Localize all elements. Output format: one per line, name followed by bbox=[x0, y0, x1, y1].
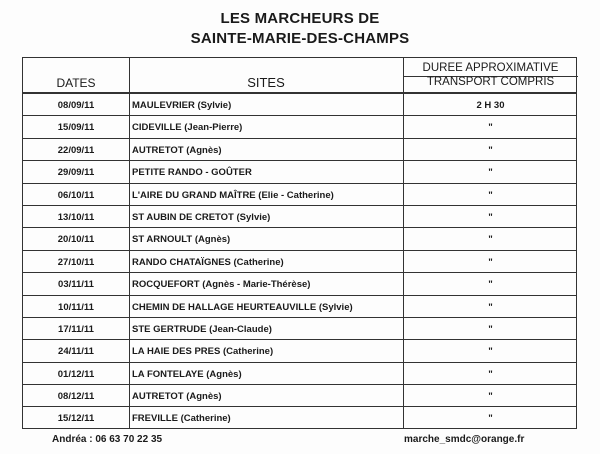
row-date: 29/09/11 bbox=[57, 167, 95, 179]
row-date: 27/10/11 bbox=[57, 256, 95, 268]
row-duration: " bbox=[488, 368, 493, 380]
row-site bbox=[132, 100, 400, 111]
table-row bbox=[23, 363, 576, 385]
table-row bbox=[23, 385, 576, 407]
schedule-table bbox=[22, 57, 577, 429]
row-site-name: ST ARNOULT bbox=[132, 234, 193, 246]
row-date: 24/11/11 bbox=[58, 346, 94, 358]
row-date: 15/12/11 bbox=[57, 413, 95, 425]
row-duration: " bbox=[488, 323, 493, 335]
row-duration: " bbox=[488, 413, 493, 425]
row-site bbox=[132, 413, 400, 424]
table-row bbox=[23, 116, 576, 138]
row-site-name: LA HAIE DES PRES bbox=[132, 346, 221, 358]
row-site-guide: (Agnès) bbox=[194, 234, 231, 246]
row-site-name: ROCQUEFORT bbox=[132, 279, 200, 291]
row-site-guide: (Sylvie) bbox=[197, 100, 232, 111]
row-site-name: MAULEVRIER bbox=[132, 100, 195, 111]
row-site-name: RANDO CHATAÏGNES bbox=[132, 256, 231, 268]
header-sites: SITES bbox=[247, 75, 285, 90]
row-site bbox=[132, 257, 400, 268]
row-site bbox=[132, 302, 400, 313]
header-dates: DATES bbox=[56, 76, 96, 90]
row-site-name: L'AIRE DU GRAND MAÎTRE bbox=[132, 189, 256, 201]
row-duration: " bbox=[488, 167, 493, 179]
row-duration: " bbox=[488, 189, 493, 201]
row-site-guide: (Sylvie) bbox=[236, 211, 271, 223]
table-body bbox=[23, 94, 576, 430]
table-row bbox=[23, 161, 576, 183]
row-duration: " bbox=[488, 256, 493, 268]
row-site bbox=[132, 369, 400, 380]
header-duration-line1: DUREE APPROXIMATIVE bbox=[422, 62, 559, 74]
row-date: 08/12/11 bbox=[57, 391, 95, 403]
table-row bbox=[23, 228, 576, 250]
row-duration: " bbox=[488, 346, 493, 358]
table-row bbox=[23, 296, 576, 318]
row-site-guide: (Jean-Claude) bbox=[209, 323, 272, 335]
row-duration: " bbox=[488, 301, 493, 313]
row-site-guide: (Jean-Pierre) bbox=[184, 122, 243, 134]
contact-email: marche_smdc@orange.fr bbox=[404, 434, 525, 445]
row-site bbox=[132, 391, 400, 402]
table-row bbox=[23, 407, 576, 429]
row-site bbox=[132, 145, 400, 156]
row-duration: " bbox=[488, 211, 493, 223]
row-date: 10/11/11 bbox=[58, 301, 94, 313]
row-site-name: CHEMIN DE HALLAGE HEURTEAUVILLE bbox=[132, 301, 317, 313]
row-site-guide: (Sylvie) bbox=[318, 301, 353, 313]
row-site-guide: (Agnès) bbox=[186, 391, 222, 403]
table-row bbox=[23, 273, 576, 295]
row-date: 13/10/11 bbox=[57, 211, 95, 223]
table-row bbox=[23, 94, 576, 116]
row-date: 06/10/11 bbox=[57, 189, 95, 201]
row-site-guide: (Catherine) bbox=[233, 256, 284, 268]
table-row bbox=[23, 139, 576, 161]
table-row bbox=[23, 184, 576, 206]
table-row bbox=[23, 340, 576, 362]
row-site-name: ST AUBIN DE CRETOT bbox=[132, 211, 234, 223]
page-title-line2: SAINTE-MARIE-DES-CHAMPS bbox=[190, 30, 410, 47]
row-date: 15/09/11 bbox=[57, 122, 95, 134]
row-site bbox=[132, 279, 400, 290]
row-site-guide: (Elie - Catherine) bbox=[258, 189, 334, 201]
row-site-guide: (Catherine) bbox=[222, 346, 274, 358]
row-site-guide: (Agnès) bbox=[206, 368, 242, 380]
row-site-name: LA FONTELAYE bbox=[132, 368, 204, 380]
row-site bbox=[132, 234, 400, 245]
row-date: 08/09/11 bbox=[57, 100, 95, 111]
row-site-name: STE GERTRUDE bbox=[132, 323, 207, 335]
table-row bbox=[23, 206, 576, 228]
table-row bbox=[23, 251, 576, 273]
row-site-name: CIDEVILLE bbox=[132, 122, 182, 134]
row-site bbox=[132, 122, 400, 133]
table-header bbox=[23, 58, 576, 94]
row-duration: 2 H 30 bbox=[476, 100, 505, 111]
row-duration: " bbox=[488, 234, 493, 246]
row-site-guide: (Agnès) bbox=[186, 144, 222, 156]
row-date: 20/10/11 bbox=[57, 234, 95, 246]
row-duration: " bbox=[488, 122, 493, 134]
row-site bbox=[132, 346, 400, 357]
row-site-name: FREVILLE bbox=[132, 413, 178, 425]
contact-phone: Andréa : 06 63 70 22 35 bbox=[52, 434, 163, 445]
row-site bbox=[132, 324, 400, 335]
row-duration: " bbox=[488, 279, 493, 291]
row-site bbox=[132, 190, 400, 201]
header-duration-line2: TRANSPORT COMPRIS bbox=[426, 76, 555, 88]
row-date: 17/11/11 bbox=[58, 323, 94, 335]
page-title-line1: LES MARCHEURS DE bbox=[220, 10, 380, 27]
row-date: 22/09/11 bbox=[57, 144, 95, 156]
row-site-guide: (Catherine) bbox=[180, 413, 231, 425]
row-site-guide: (Agnès - Marie-Thérèse) bbox=[202, 279, 311, 291]
row-duration: " bbox=[488, 391, 493, 403]
row-duration: " bbox=[488, 144, 493, 156]
row-date: 03/11/11 bbox=[58, 279, 94, 291]
row-site-name: AUTRETOT bbox=[132, 391, 184, 403]
row-site-name: AUTRETOT bbox=[132, 144, 184, 156]
table-row bbox=[23, 318, 576, 340]
row-site-name: PETITE RANDO - GOÛTER bbox=[132, 167, 252, 179]
row-site bbox=[132, 212, 400, 223]
row-date: 01/12/11 bbox=[57, 368, 95, 380]
row-site bbox=[132, 167, 400, 178]
